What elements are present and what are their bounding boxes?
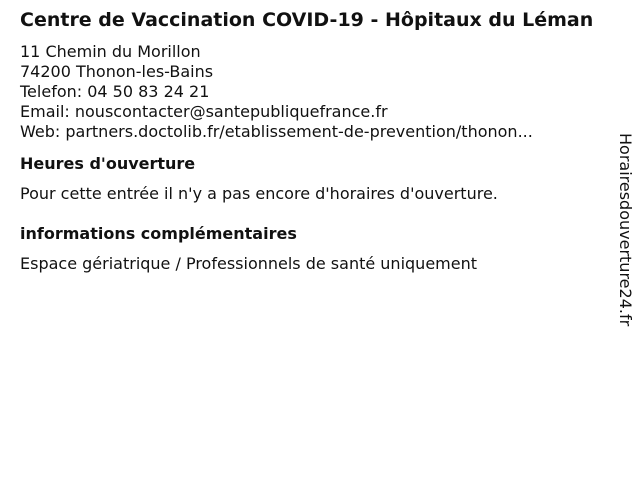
web-line: Web: partners.doctolib.fr/etablissement-de-prevention/thonon... [20, 122, 533, 141]
email-line: Email: nouscontacter@santepubliquefrance.fr [20, 102, 388, 121]
opening-hours-heading: Heures d'ouverture [20, 154, 196, 173]
place-card [20, 9, 605, 274]
additional-info-heading: informations complémentaires [20, 224, 297, 243]
additional-info-text: Espace gériatrique / Professionnels de santé uniquement [20, 254, 477, 273]
city-line: 74200 Thonon-les-Bains [20, 62, 214, 81]
address-block [20, 42, 605, 142]
phone-line: Telefon: 04 50 83 24 21 [20, 82, 210, 101]
opening-hours-text: Pour cette entrée il n'y a pas encore d'horaires d'ouverture. [20, 184, 498, 203]
site-watermark: Horairesdouverture24.fr [616, 133, 635, 327]
street-address: 11 Chemin du Morillon [20, 42, 201, 61]
page-title: Centre de Vaccination COVID-19 - Hôpitaux du Léman [20, 9, 594, 31]
